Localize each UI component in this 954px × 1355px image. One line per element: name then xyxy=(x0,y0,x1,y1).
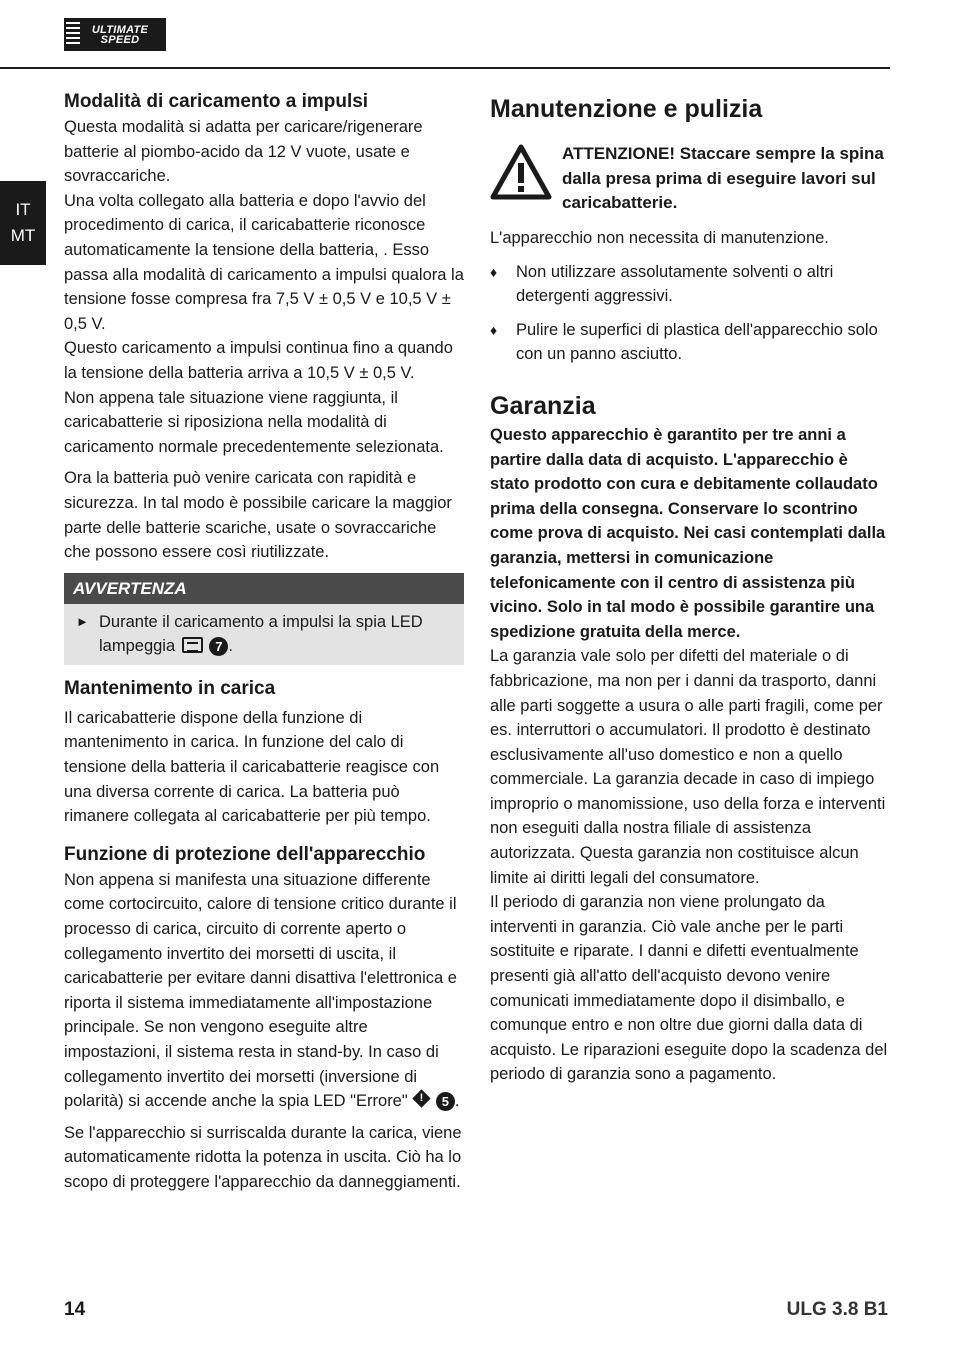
heading-maintenance-cleaning: Manutenzione e pulizia xyxy=(490,95,763,123)
lang-it: IT xyxy=(15,200,31,219)
error-warning-icon xyxy=(413,1089,431,1107)
notice-box xyxy=(64,573,464,665)
arrow-right-icon: ► xyxy=(76,613,89,629)
error-icon-glyph: ! xyxy=(419,1092,424,1105)
model-number: ULG 3.8 B1 xyxy=(786,1299,888,1320)
cleaning-list xyxy=(490,260,890,367)
paragraph-impulse-3: Questo caricamento a impulsi continua fino a quando la tensione della batteria arriva a 10,5 V ± 0,5 V. xyxy=(64,339,453,382)
paragraph-impulse-4: Non appena tale situazione viene raggiunta, il caricabatterie si riposiziona nella modalità di caricamento normale precedentemente selezionata. xyxy=(64,388,444,456)
paragraph-maintenance: Il caricabatterie dispone della funzione di mantenimento in carica. In funzione del calo di tensione della batteria il caricabatterie reagisce con una diversa corrente di carica. La batteria può rimanere collegata al caricabatterie per più tempo. xyxy=(64,708,440,826)
logo-line1: ULTIMATE xyxy=(91,23,149,36)
paragraph-impulse-2: Una volta collegato alla batteria e dopo l'avvio del procedimento di carica, il caricabatterie riconosce automaticamente la tensione della batteria, . Esso passa alla modalità di caricamento a impulsi qualora la tensione fosse compresa fra 7,5 V ± 0,5 V e 10,5 V ± 0,5 V. xyxy=(64,191,464,333)
paragraph-warranty-1: La garanzia vale solo per difetti del materiale o di fabbricazione, ma non per i danni da trasporto, danni alle parti soggette a usura o alle parti fragili, come per es. interruttori o accumulatori. Il prodotto è destinato esclusivamente all'uso domestico e non a quello commerciale. La garanzia decade in caso di impiego improprio o manomissione, uso della forza e interventi non eseguiti dalla nostra filiale di assistenza autorizzata. Questa garanzia non costituisce alcun limite ai diritti legali del consumatore. xyxy=(490,647,886,887)
paragraph-no-maintenance: L'apparecchio non necessita di manutenzione. xyxy=(490,229,829,247)
left-column xyxy=(64,88,464,1202)
battery-led-icon xyxy=(182,637,203,653)
heading-impulse-charging: Modalità di caricamento a impulsi xyxy=(64,91,369,112)
notice-text: Durante il caricamento a impulsi la spia LED lampeggia xyxy=(99,612,423,656)
reference-number-7: 7 xyxy=(209,637,228,656)
logo-stripes xyxy=(66,22,80,47)
paragraph-impulse-1: Questa modalità si adatta per caricare/rigenerare batterie al piombo-acido da 12 V vuote, usate e sovraccariche. xyxy=(64,118,423,186)
diamond-bullet-icon: ♦ xyxy=(490,263,498,280)
protection-text: Non appena si manifesta una situazione differente come cortocircuito, calore di tensione critico durante il processo di carica, circuito di corrente aperto o collegamento invertito dei morsetti di uscita, il caricabatterie per evitare danni disattiva l'elettronica e riporta il sistema immediatamente all'impostazione principale. Se non vengono eseguite altre impostazioni, il sistema resta in stand-by. In caso di collegamento invertito dei morsetti (inversione di polarità) si accende anche la spia LED "Errore" xyxy=(64,870,457,1111)
brand-logo xyxy=(64,18,166,51)
diamond-bullet-icon: ♦ xyxy=(490,321,498,338)
warning-triangle-icon xyxy=(490,144,552,200)
warning-block xyxy=(490,142,890,216)
reference-number-5: 5 xyxy=(436,1092,455,1111)
notice-period: . xyxy=(228,637,233,656)
logo-text xyxy=(82,25,148,45)
list-item xyxy=(490,260,890,309)
notice-title: AVVERTENZA xyxy=(64,573,464,604)
list-item xyxy=(490,318,890,367)
paragraph-impulse-5: Ora la batteria può venire caricata con rapidità e sicurezza. In tal modo è possibile caricare la maggior parte delle batterie scariche, usate o sovraccariche che possono essere così riutilizzate. xyxy=(64,469,452,562)
paragraph-protection xyxy=(64,868,464,1114)
paragraph-warranty-bold: Questo apparecchio è garantito per tre anni a partire dalla data di acquisto. L'apparecchio è stato prodotto con cura e debitamente collaudato prima della consegna. Conservare lo scontrino come prova di acquisto. Nei casi contemplati dalla garanzia, mettersi in comunicazione telefonicamente con il centro di assistenza più vicino. Solo in tal modo è possibile garantire una spedizione gratuita della merce. xyxy=(490,425,886,641)
paragraph-overheat: Se l'apparecchio si surriscalda durante la carica, viene automaticamente ridotta la potenza in uscita. Ciò ha lo scopo di proteggere l'apparecchio da danneggiamenti. xyxy=(64,1123,462,1191)
heading-protection: Funzione di protezione dell'apparecchio xyxy=(64,843,426,865)
list-item-text: Non utilizzare assolutamente solventi o altri detergenti aggressivi. xyxy=(516,262,834,306)
protection-period: . xyxy=(454,1092,460,1111)
notice-body xyxy=(64,604,464,665)
right-column xyxy=(490,88,890,1094)
heading-maintenance-charge: Mantenimento in carica xyxy=(64,677,276,699)
language-tab xyxy=(0,181,46,265)
paragraph-warranty-2: Il periodo di garanzia non viene prolungato da interventi in garanzia. Ciò vale anche per le parti sostituite e riparate. I danni e difetti eventualmente presenti già all'atto dell'acquisto devono venire comunicati immediatamente dopo il disimballo, e comunque entro e non oltre due giorni dalla data di acquisto. Le riparazioni eseguite dopo la scadenza del periodo di garanzia sono a pagamento. xyxy=(490,893,888,1084)
lang-mt: MT xyxy=(10,226,36,245)
header-divider xyxy=(0,67,890,69)
list-item-text: Pulire le superfici di plastica dell'apparecchio solo con un panno asciutto. xyxy=(516,320,878,364)
heading-warranty: Garanzia xyxy=(490,391,596,420)
page-number: 14 xyxy=(64,1299,86,1320)
logo-line2: SPEED xyxy=(100,33,140,46)
warning-text: ATTENZIONE! Staccare sempre la spina dalla presa prima di eseguire lavori sul caricabatterie. xyxy=(562,144,884,213)
